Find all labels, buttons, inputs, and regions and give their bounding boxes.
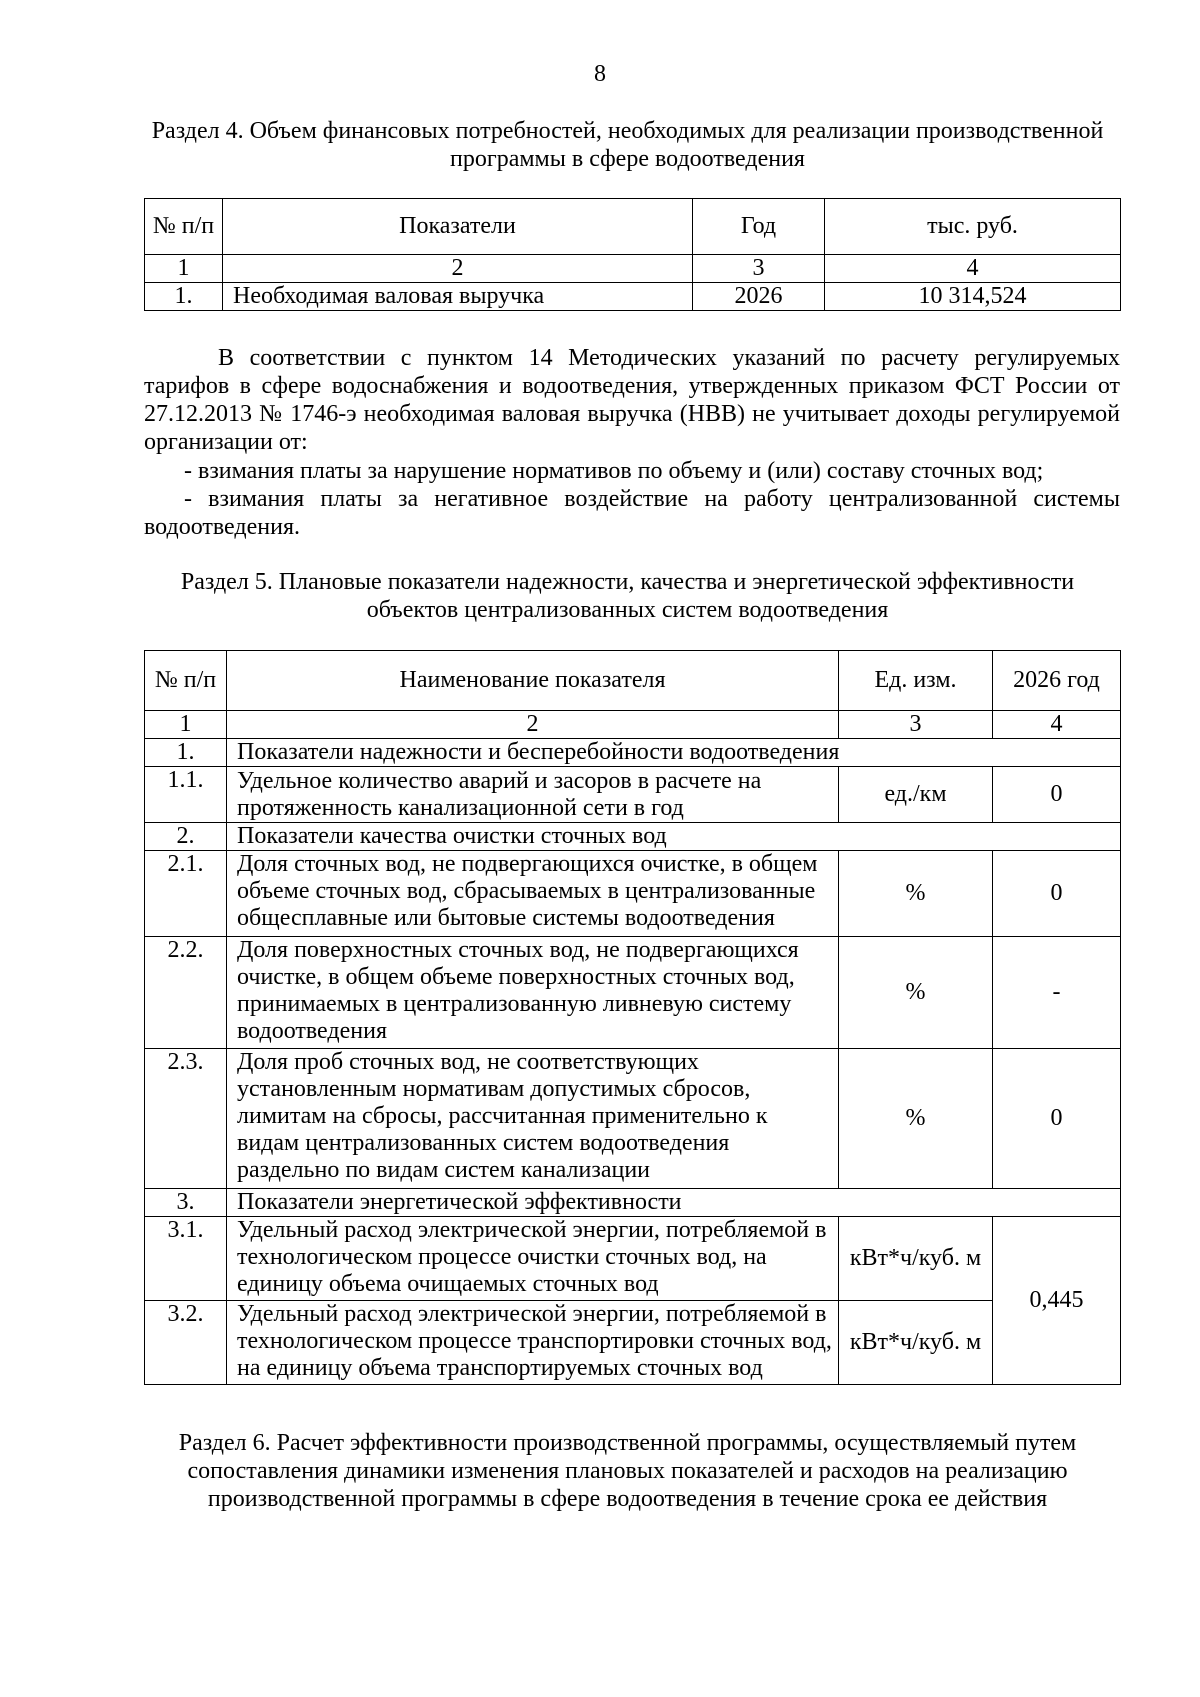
section5-heading-line1: Раздел 5. Плановые показатели надежности, качества и энергетической эффективности xyxy=(180,569,1075,595)
group-title: Показатели надежности и бесперебойности водоотведения xyxy=(227,739,1121,767)
group-row xyxy=(145,1189,1121,1217)
section5-table xyxy=(144,650,1121,1385)
row-unit: кВт*ч/куб. м xyxy=(839,1301,993,1385)
header-unit: Ед. изм. xyxy=(839,651,993,711)
row-value: 10 314,524 xyxy=(825,283,1121,311)
group-num: 1. xyxy=(145,739,227,767)
header-num: № п/п xyxy=(145,199,223,255)
row-num: 2.3. xyxy=(145,1049,227,1189)
col-number: 3 xyxy=(693,255,825,283)
row-num: 1.1. xyxy=(145,767,227,823)
section4-table xyxy=(144,198,1121,311)
row-unit: % xyxy=(839,937,993,1049)
group-num: 3. xyxy=(145,1189,227,1217)
section4-heading-line1: Раздел 4. Объем финансовых потребностей, необходимых для реализации производственной xyxy=(151,118,1104,144)
table-row xyxy=(145,937,1121,1049)
section4-heading xyxy=(140,117,1115,173)
section5-heading xyxy=(140,568,1115,624)
row-name: Доля проб сточных вод, не соответствующих установленным нормативам допустимых сбросов, лимитам на сбросы, рассчитанная применительно к видам централизованных систем водоотведения раздельно по видам систем канализации xyxy=(227,1049,839,1189)
page-number: 8 xyxy=(594,61,606,87)
header-num: № п/п xyxy=(145,651,227,711)
row-value: 0 xyxy=(993,1049,1121,1189)
row-value: - xyxy=(993,937,1121,1049)
col-number: 3 xyxy=(839,711,993,739)
merged-value: 0,445 xyxy=(993,1217,1121,1385)
group-title: Показатели качества очистки сточных вод xyxy=(227,823,1121,851)
row-unit: ед./км xyxy=(839,767,993,823)
row-name: Доля поверхностных сточных вод, не подвергающихся очистке, в общем объеме поверхностных сточных вод, принимаемых в централизованную ливневую систему водоотведения xyxy=(227,937,839,1049)
row-num: 1. xyxy=(145,283,223,311)
table-row xyxy=(145,1301,1121,1385)
row-num: 2.2. xyxy=(145,937,227,1049)
col-number: 4 xyxy=(993,711,1121,739)
group-row xyxy=(145,823,1121,851)
bullet-paragraph: - взимания платы за нарушение нормативов по объему и (или) составу сточных вод; xyxy=(184,458,1044,484)
col-number: 2 xyxy=(227,711,839,739)
section5-heading-line2: объектов централизованных систем водоотведения xyxy=(366,597,889,623)
row-num: 3.2. xyxy=(145,1301,227,1385)
section6-heading-line1: Раздел 6. Расчет эффективности производственной программы, осуществляемый путем xyxy=(178,1430,1077,1456)
section4-heading-line2: программы в сфере водоотведения xyxy=(450,146,805,172)
row-unit: % xyxy=(839,851,993,937)
table-row xyxy=(145,1049,1121,1189)
row-num: 3.1. xyxy=(145,1217,227,1301)
header-indicators: Показатели xyxy=(223,199,693,255)
table-row xyxy=(145,1217,1121,1301)
row-name: Доля сточных вод, не подвергающихся очистке, в общем объеме сточных вод, сбрасываемых в централизованные общесплавные или бытовые системы водоотведения xyxy=(227,851,839,937)
col-number: 4 xyxy=(825,255,1121,283)
row-unit: кВт*ч/куб. м xyxy=(839,1217,993,1301)
table-row xyxy=(145,851,1121,937)
row-year: 2026 xyxy=(693,283,825,311)
header-amount: тыс. руб. xyxy=(825,199,1121,255)
group-title: Показатели энергетической эффективности xyxy=(227,1189,1121,1217)
section6-heading xyxy=(140,1429,1115,1513)
row-value: 0 xyxy=(993,767,1121,823)
section6-heading-line3: производственной программы в сфере водоотведения в течение срока ее действия xyxy=(207,1486,1048,1512)
row-name: Необходимая валовая выручка xyxy=(223,283,693,311)
row-unit: % xyxy=(839,1049,993,1189)
header-year: Год xyxy=(693,199,825,255)
header-year: 2026 год xyxy=(993,651,1121,711)
header-indicator-name: Наименование показателя xyxy=(227,651,839,711)
group-row xyxy=(145,739,1121,767)
row-num: 2.1. xyxy=(145,851,227,937)
row-name: Удельный расход электрической энергии, потребляемой в технологическом процессе транспортировки сточных вод, на единицу объема транспортируемых сточных вод xyxy=(227,1301,839,1385)
col-number: 1 xyxy=(145,255,223,283)
table-row xyxy=(145,283,1121,311)
intro-paragraph: В соответствии с пунктом 14 Методических указаний по расчету регулируемых тарифов в сфере водоснабжения и водоотведения, утвержденных приказом ФСТ России от 27.12.2013 № 1746-э необходимая валовая выручка (НВВ) не учитывает доходы регулируемой организации от: xyxy=(144,345,1120,455)
row-name: Удельный расход электрической энергии, потребляемой в технологическом процессе очистки сточных вод, на единицу объема очищаемых сточных вод xyxy=(227,1217,839,1301)
col-number: 1 xyxy=(145,711,227,739)
row-value: 0 xyxy=(993,851,1121,937)
bullet-paragraph: - взимания платы за негативное воздействие на работу централизованной системы водоотведения. xyxy=(144,486,1120,540)
group-num: 2. xyxy=(145,823,227,851)
table-row xyxy=(145,767,1121,823)
row-name: Удельное количество аварий и засоров в расчете на протяженность канализационной сети в год xyxy=(227,767,839,823)
col-number: 2 xyxy=(223,255,693,283)
section6-heading-line2: сопоставления динамики изменения плановых показателей и расходов на реализацию xyxy=(187,1458,1068,1484)
